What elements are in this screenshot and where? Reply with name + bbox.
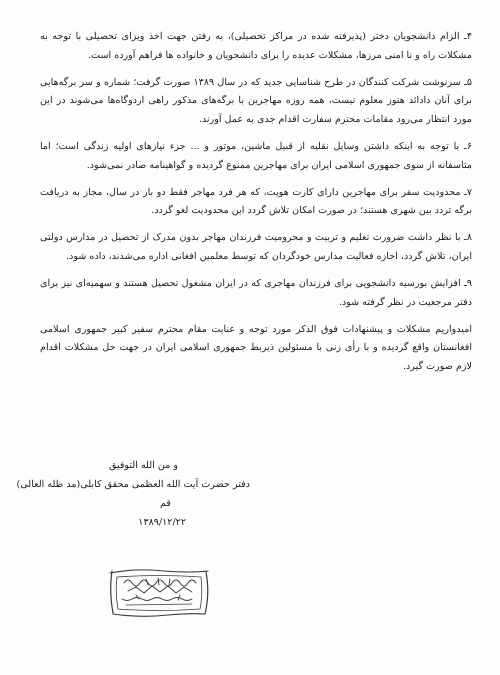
point-5: ۵ـ سرنوشت شرکت کنندگان در طرح شناسایی جدید که در سال ۱۳۸۹ صورت گرفت؛ شماره و سر برگه‌هایی برای آنان دادائد هنوز معلوم نیست، همه روزه مهاجرین با برگه‌های مذکور راهی اردوگاه‌ها می‌شوند در این مورد انتظار می‌رود مقامات محترم سفارت اقدام جدی به عمل آورند. — [40, 76, 473, 125]
point-6: ۶ـ با توجه به اینکه داشتن وسایل نقلیه از قبیل ماشین، موتور و ... جزء نیازهای اولیه زندگی است؛ اما متاسفانه از سوی جمهوری اسلامی ایران برای مهاجرین ممنوع گردیده و گواهینامه صادر نمی‌شود. — [40, 140, 472, 171]
city: قم — [160, 498, 171, 509]
letter-body — [40, 28, 472, 385]
salutation: و من الله التوفیق — [108, 460, 178, 471]
closing-paragraph: امیدواریم مشکلات و پیشنهادات فوق الذکر مورد توجه و عنایت مقام محترم سفیر کبیر جمهوری اسلامی افغانستان واقع گردیده و با رأی زنی با مسئولین ذیربط جمهوری اسلامی ایران در جهت حل مشکلات اقدام لازم صورت گیرد. — [40, 323, 472, 372]
point-4: ۴ـ الزام دانشجویان دختر (پذیرفته شده در مراکز تحصیلی)، به رفتن جهت اخذ ویزای تحصیلی با توجه به مشکلات راه و نا امنی مرزها، مشکلات عدیده را برای دانشجویان و خانواده ها فراهم آورده است. — [40, 31, 472, 61]
signature-block — [16, 456, 250, 532]
point-9: ۹ـ افزایش بورسیه دانشجویی برای فرزندان مهاجری که در ایران مشغول تحصیل هستند و سهمیه‌ای نیز برای دفتر مرجعیت در نظر گرفته شود. — [40, 278, 472, 308]
point-7: ۷ـ محدودیت سفر برای مهاجرین دارای کارت هویت، که هر فرد مهاجر فقط دو بار در سال، مجاز به دریافت برگه تردد بین شهری هستند؛ در صورت امکان تلاش گردد این محدودیت لغو گردد. — [40, 186, 472, 217]
official-seal — [106, 567, 212, 619]
seal-stamp-graphic — [106, 567, 212, 619]
office-name: دفتر حضرت آیت الله العظمی محقق کابلی(مد ظله العالی) — [16, 479, 250, 490]
letter-date: ۱۳۸۹/۱۲/۲۲ — [138, 517, 186, 528]
point-8: ۸ـ با نظر داشت ضرورت تعلیم و تربیت و محرومیت فرزندان مهاجر بدون مدرک از تحصیل در مدارس دولتی ایران، تلاش گردد، اجازه فعالیت مدارس خودگردان که توسط معلمین افغانی اداره می‌شدند، داده شود. — [40, 232, 472, 262]
